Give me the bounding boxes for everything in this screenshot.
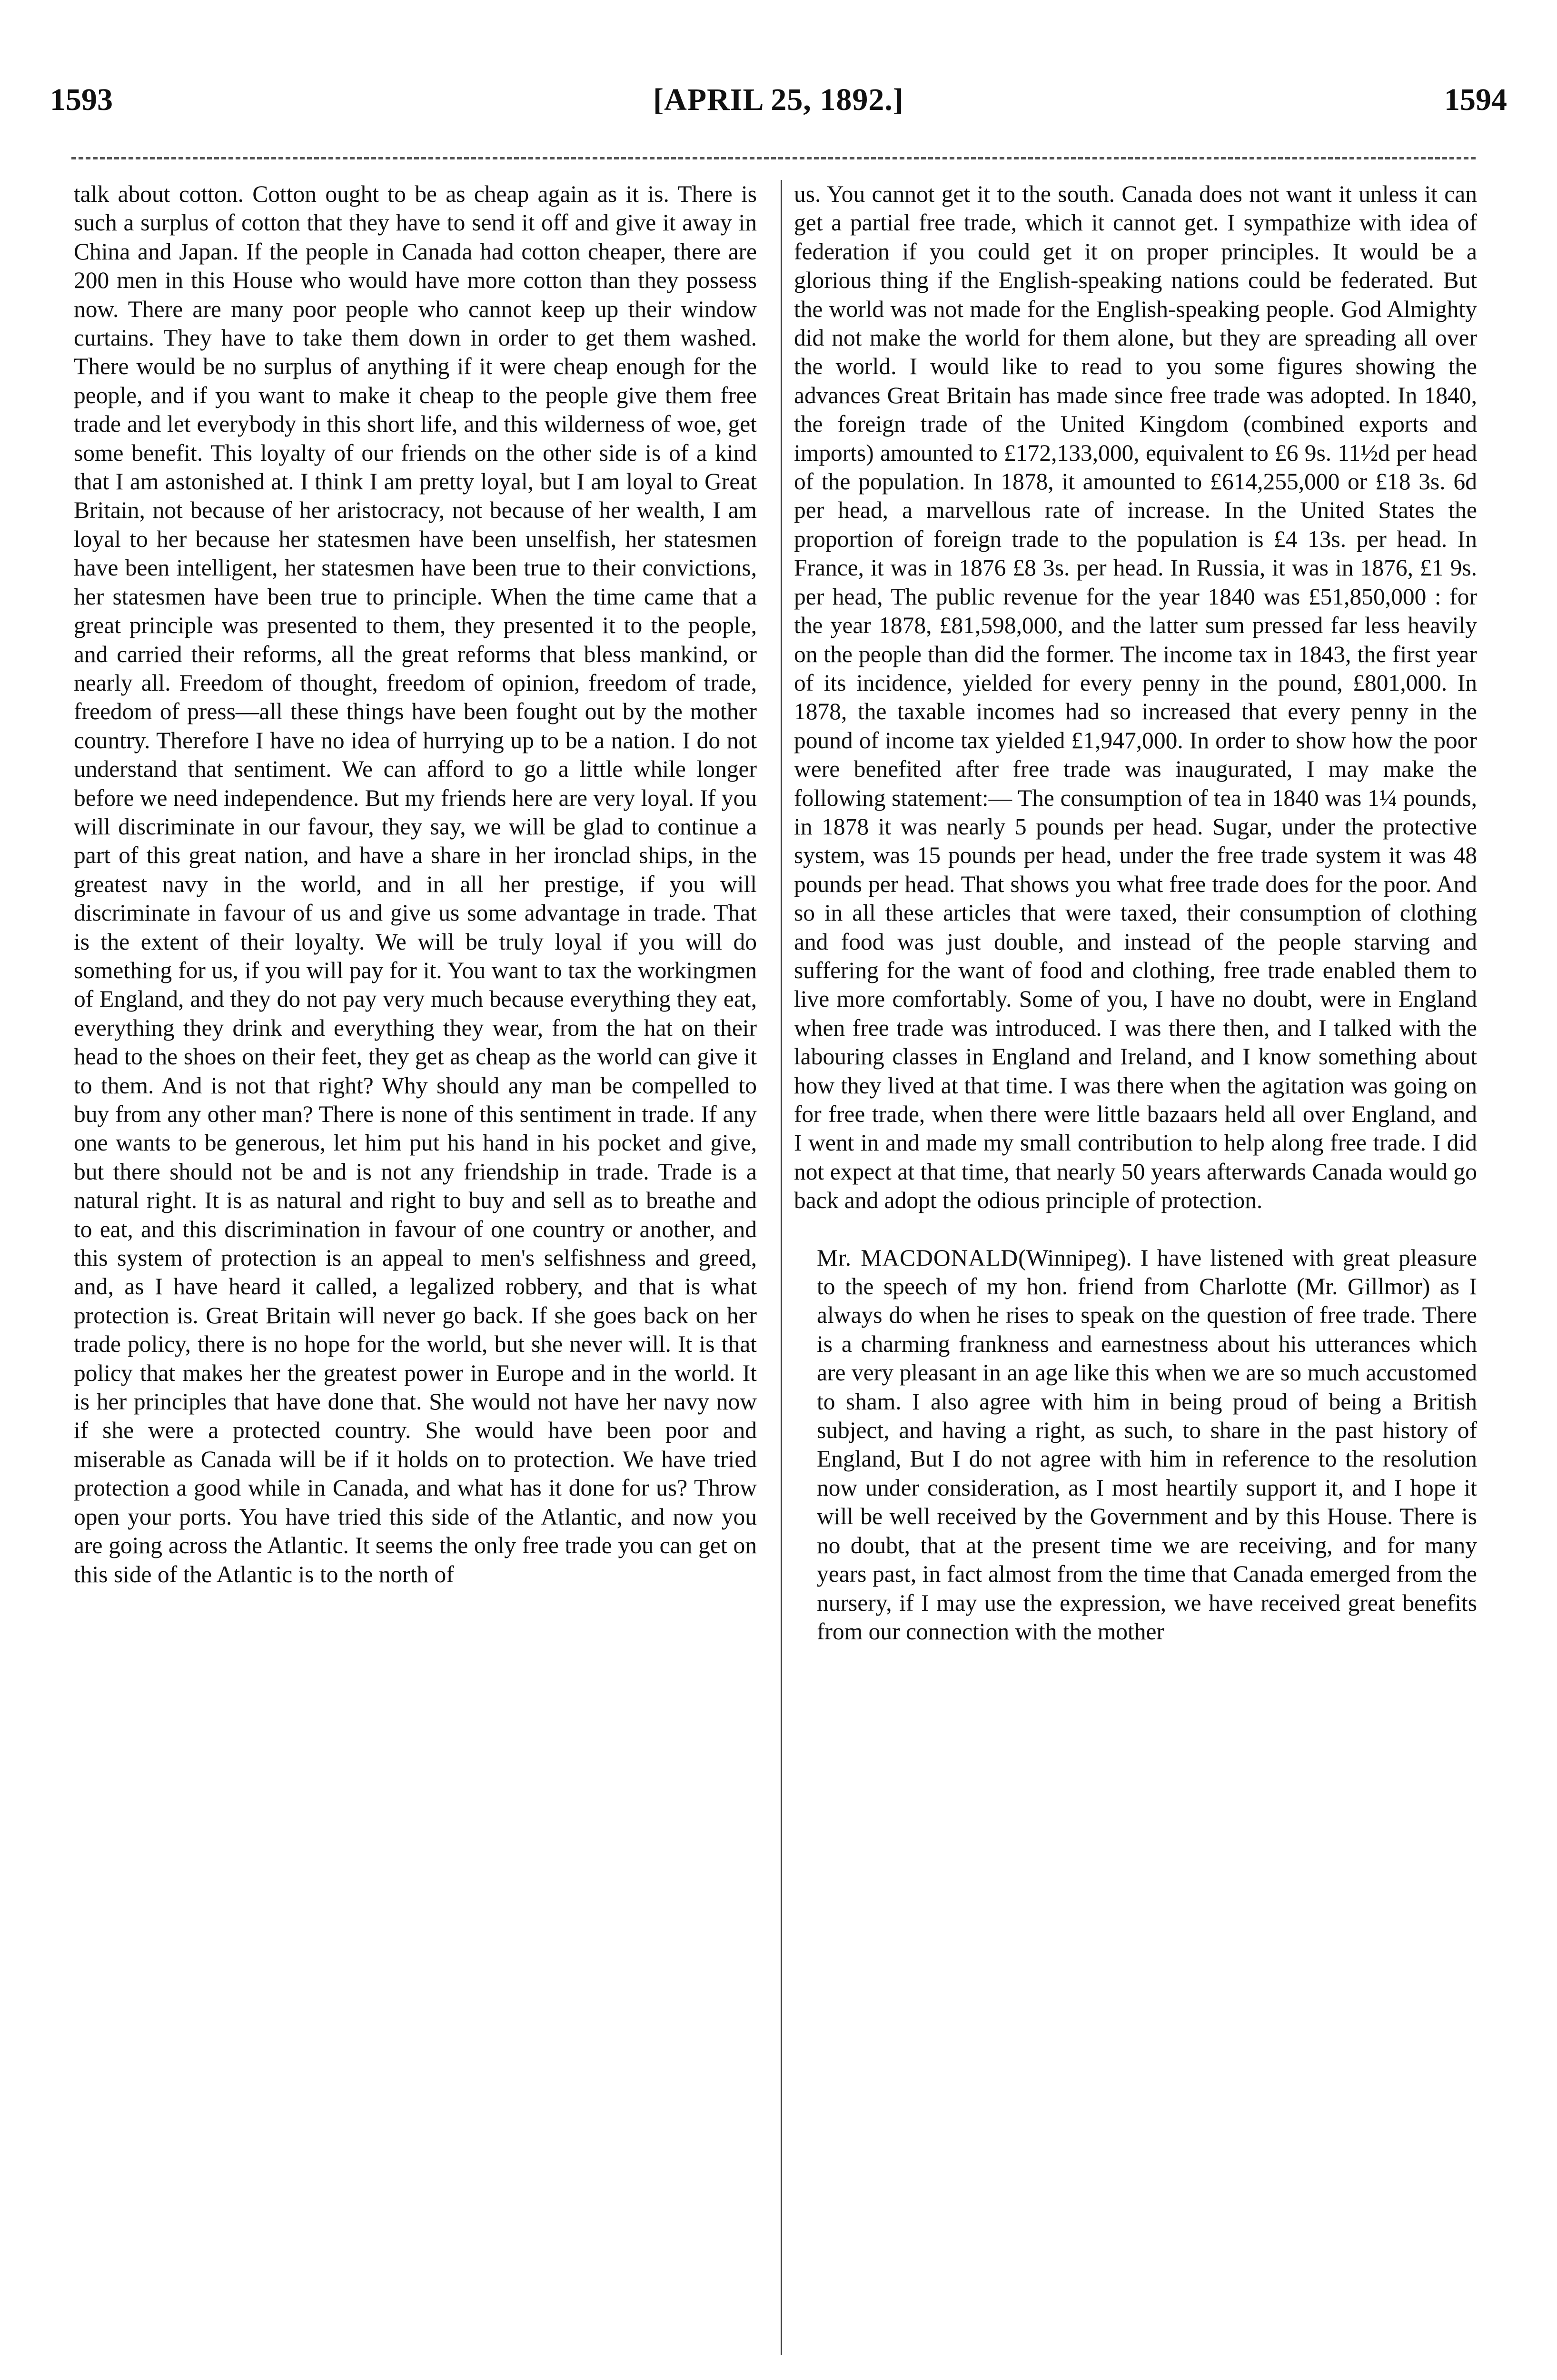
speech-paragraph	[794, 1244, 1477, 1646]
speech-text: I have listened with great pleasure to the speech of my hon. friend from Charlotte (Mr. Gillmor) as I always do when he rises to speak on the question of free trade. There is a charming frankness and earnestness about his utterances which are very pleasant in an age like this when we are so much accustomed to sham. I also agree with him in being proud of being a British subject, and having a right, as such, to share in the past history of England, But I do not agree with him in reference to the resolution now under consideration, as I most heartily support it, and I hope it will be well received by the Government and by this House. There is no doubt, that at the present time we are receiving, and for many years past, in fact almost from the time that Canada emerged from the nursery, if I may use the expression, we have received great benefits from our connection with the mother	[817, 1244, 1477, 1645]
header-rule	[71, 157, 1476, 159]
page-date: [APRIL 25, 1892.]	[653, 82, 904, 117]
right-page-number: 1594	[1444, 82, 1507, 117]
page-header	[50, 71, 1507, 129]
speaker-riding: (Winnipeg).	[1018, 1244, 1132, 1271]
right-column	[794, 180, 1477, 1646]
left-column	[74, 180, 757, 1589]
column-divider	[781, 180, 782, 2355]
left-column-paragraph: talk about cotton. Cotton ought to be as cheap again as it is. There is such a surplus of cotton that they have to send it off and give it away in China and Japan. If the people in Canada had cotton cheaper, there are 200 men in this House who would have more cotton than they possess now. There are many poor people who cannot keep up their window curtains. They have to take them down in order to get them washed. There would be no surplus of anything if it were cheap enough for the people, and if you want to make it cheap to the people give them free trade and let everybody in this short life, and this wilderness of woe, get some benefit. This loyalty of our friends on the other side is of a kind that I am astonished at. I think I am pretty loyal, but I am loyal to Great Britain, not because of her aristocracy, not because of her wealth, I am loyal to her because her statesmen have been unselfish, her statesmen have been intelligent, her statesmen have been true to their convictions, her statesmen have been true to principle. When the time came that a great principle was presented to them, they presented it to the people, and carried their reforms, all the great reforms that bless mankind, or nearly all. Freedom of thought, freedom of opinion, freedom of trade, freedom of press—all these things have been fought out by the mother country. Therefore I have no idea of hurrying up to be a nation. I do not understand that sentiment. We can afford to go a little while longer before we need independence. But my friends here are very loyal. If you will discriminate in our favour, they say, we will be glad to continue a part of this great nation, and have a share in her ironclad ships, in the greatest navy in the world, and in all her prestige, if you will discriminate in favour of us and give us some advantage in trade. That is the extent of their loyalty. We will be truly loyal if you will do something for us, if you will pay for it. You want to tax the workingmen of England, and they do not pay very much because everything they eat, everything they drink and everything they wear, from the hat on their head to the shoes on their feet, they get as cheap as the world can give it to them. And is not that right? Why should any man be compelled to buy from any other man? There is none of this sentiment in trade. If any one wants to be generous, let him put his hand in his pocket and give, but there should not be and is not any friendship in trade. Trade is a natural right. It is as natural and right to buy and sell as to breathe and to eat, and this discrimination in favour of one country or another, and this system of protection is an appeal to men's selfishness and greed, and, as I have heard it called, a legalized robbery, and that is what protection is. Great Britain will never go back. If she goes back on her trade policy, there is no hope for the world, but she never will. It is that policy that makes her the greatest power in Europe and in the world. It is her principles that have done that. She would not have her navy now if she were a protected country. She would have been poor and miserable as Canada will be if it holds on to protection. We have tried protection a good while in Canada, and what has it done for us? Throw open your ports. You have tried this side of the Atlantic, and now you are going across the Atlantic. It seems the only free trade you can get on this side of the Atlantic is to the north of	[74, 181, 757, 1587]
right-column-paragraph: us. You cannot get it to the south. Canada does not want it unless it can get a partial free trade, which it cannot get. I sympathize with idea of federation if you could get it on proper principles. It would be a glorious thing if the English-speaking nations could be federated. But the world was not made for the English-speaking people. God Almighty did not make the world for them alone, but they are spreading all over the world. I would like to read to you some figures showing the advances Great Britain has made since free trade was adopted. In 1840, the foreign trade of the United Kingdom (combined exports and imports) amounted to £172,133,000, equivalent to £6 9s. 11½d per head of the population. In 1878, it amounted to £614,255,000 or £18 3s. 6d per head, a marvellous rate of increase. In the United States the proportion of foreign trade to the population is £4 13s. per head. In France, it was in 1876 £8 3s. per head. In Russia, it was in 1876, £1 9s. per head, The public revenue for the year 1840 was £51,850,000 : for the year 1878, £81,598,000, and the latter sum pressed far less heavily on the people than did the former. The income tax in 1843, the first year of its incidence, yielded for every penny in the pound, £801,000. In 1878, the taxable incomes had so increased that every penny in the pound of income tax yielded £1,947,000. In order to show how the poor were benefited after free trade was inaugurated, I may make the following statement:— The consumption of tea in 1840 was 1¼ pounds, in 1878 it was nearly 5 pounds per head. Sugar, under the protective system, was 15 pounds per head, under the free trade system it was 48 pounds per head. That shows you what free trade does for the poor. And so in all these articles that were taxed, their consumption of clothing and food was just double, and instead of the people starving and suffering for the want of food and clothing, free trade enabled them to live more comfortably. Some of you, I have no doubt, were in England when free trade was introduced. I was there then, and I talked with the labouring classes in England and Ireland, and I know something about how they lived at that time. I was there when the agitation was going on for free trade, when there were little bazaars held all over England, and I went in and made my small contribution to help along free trade. I did not expect at that time, that nearly 50 years afterwards Canada would go back and adopt the odious principle of protection.	[794, 181, 1477, 1214]
speaker-name: Mr. MACDONALD	[817, 1244, 1019, 1271]
left-page-number: 1593	[50, 82, 113, 117]
